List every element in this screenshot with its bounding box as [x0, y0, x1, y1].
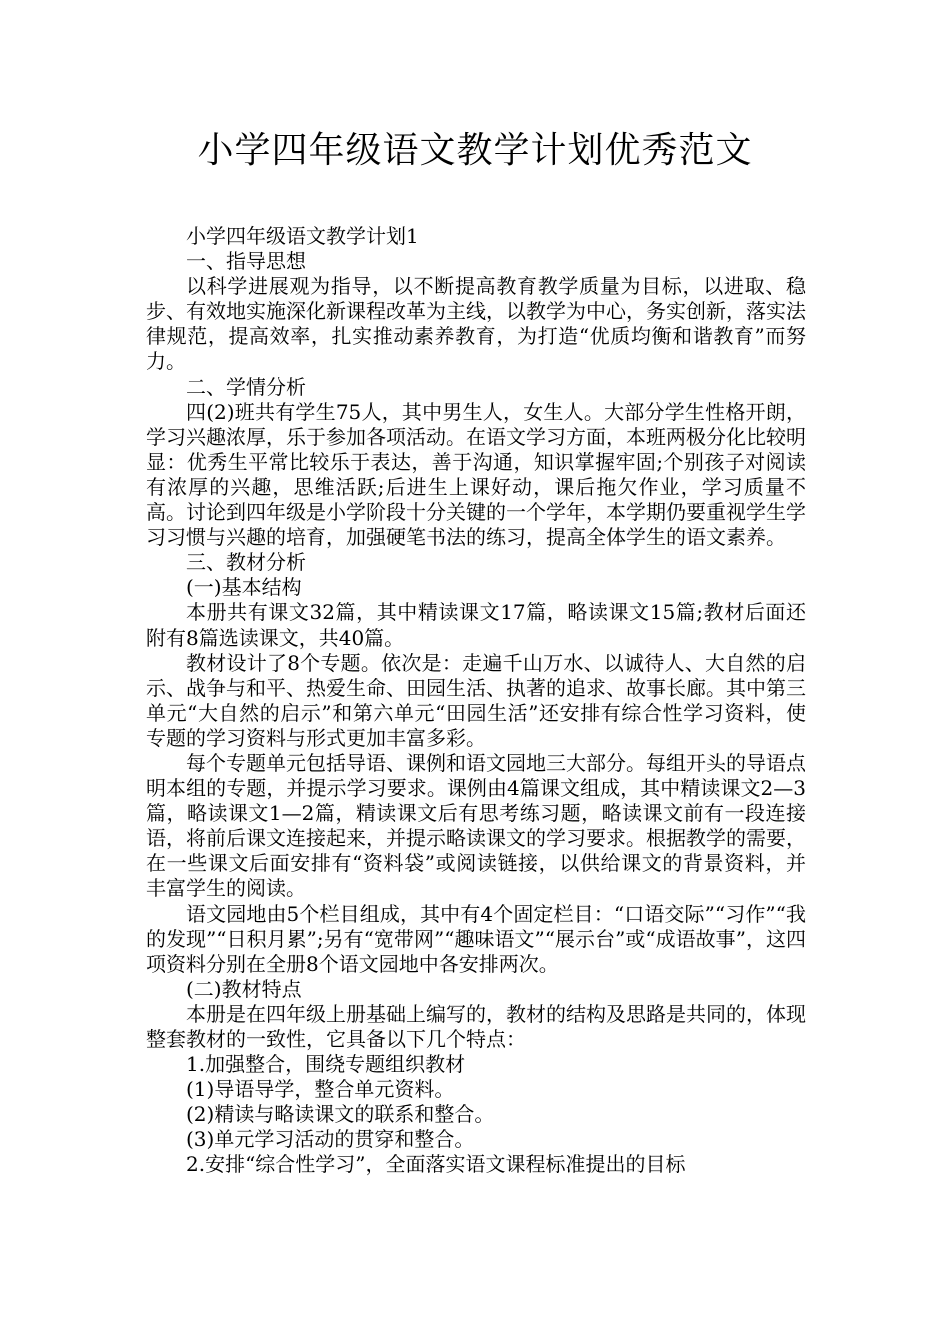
body-paragraph: 语文园地由5个栏目组成，其中有4个固定栏目：“口语交际”“习作”“我的发现”“日积月累”;另有“宽带网”“趣味语文”“展示台”或“成语故事”，这四项资料分别在全册8个语文园地中各安排两次。 — [146, 901, 806, 976]
body-paragraph: 以科学进展观为指导，以不断提高教育教学质量为目标，以进取、稳步、有效地实施深化新课程改革为主线，以教学为中心，务实创新，落实法律规范，提高效率，扎实推动素养教育，为打造“优质均衡和谐教育”而努力。 — [146, 274, 806, 374]
list-item: 1.加强整合，围绕专题组织教材 — [186, 1052, 466, 1077]
subsection-heading: (一)基本结构 — [186, 575, 302, 600]
list-item: (1)导语导学，整合单元资料。 — [186, 1077, 455, 1102]
section-heading: 小学四年级语文教学计划1 — [186, 224, 419, 248]
body-paragraph: 教材设计了8个专题。依次是：走遍千山万水、以诚待人、大自然的启示、战争与和平、热爱生命、田园生活、执著的追求、故事长廊。其中第三单元“大自然的启示”和第六单元“田园生活”还安排有综合性学习资料，使专题的学习资料与形式更加丰富多彩。 — [146, 650, 806, 750]
body-paragraph: 本册共有课文32篇，其中精读课文17篇，略读课文15篇;教材后面还附有8篇选读课文，共40篇。 — [146, 600, 806, 650]
body-paragraph: 本册是在四年级上册基础上编写的，教材的结构及思路是共同的，体现整套教材的一致性，它具备以下几个特点： — [146, 1001, 806, 1051]
section-heading: 三、教材分析 — [186, 550, 306, 575]
body-paragraph: 每个专题单元包括导语、课例和语文园地三大部分。每组开头的导语点明本组的专题，并提示学习要求。课例由4篇课文组成，其中精读课文2—3篇，略读课文1—2篇，精读课文后有思考练习题，略读课文前有一段连接语，将前后课文连接起来，并提示略读课文的学习要求。根据教学的需要，在一些课文后面安排有“资料袋”或阅读链接，以供给课文的背景资料，并丰富学生的阅读。 — [146, 750, 806, 901]
subsection-heading: (二)教材特点 — [186, 976, 302, 1001]
section-heading: 一、指导思想 — [186, 249, 306, 274]
section-heading: 二、学情分析 — [186, 374, 306, 399]
body-paragraph: 四(2)班共有学生75人，其中男生人，女生人。大部分学生性格开朗，学习兴趣浓厚，乐于参加各项活动。在语文学习方面，本班两极分化比较明显：优秀生平常比较乐于表达，善于沟通，知识掌握牢固;个别孩子对阅读有浓厚的兴趣，思维活跃;后进生上课好动，课后拖欠作业，学习质量不高。讨论到四年级是小学阶段十分关键的一个学年，本学期仍要重视学生学习习惯与兴趣的培育，加强硬笔书法的练习，提高全体学生的语文素养。 — [146, 399, 806, 550]
document-title: 小学四年级语文教学计划优秀范文 — [197, 130, 753, 171]
list-item: (2)精读与略读课文的联系和整合。 — [186, 1102, 495, 1127]
list-item: 2.安排“综合性学习”，全面落实语文课程标准提出的目标 — [186, 1152, 686, 1177]
list-item: (3)单元学习活动的贯穿和整合。 — [186, 1127, 475, 1152]
document-body — [146, 224, 806, 1178]
